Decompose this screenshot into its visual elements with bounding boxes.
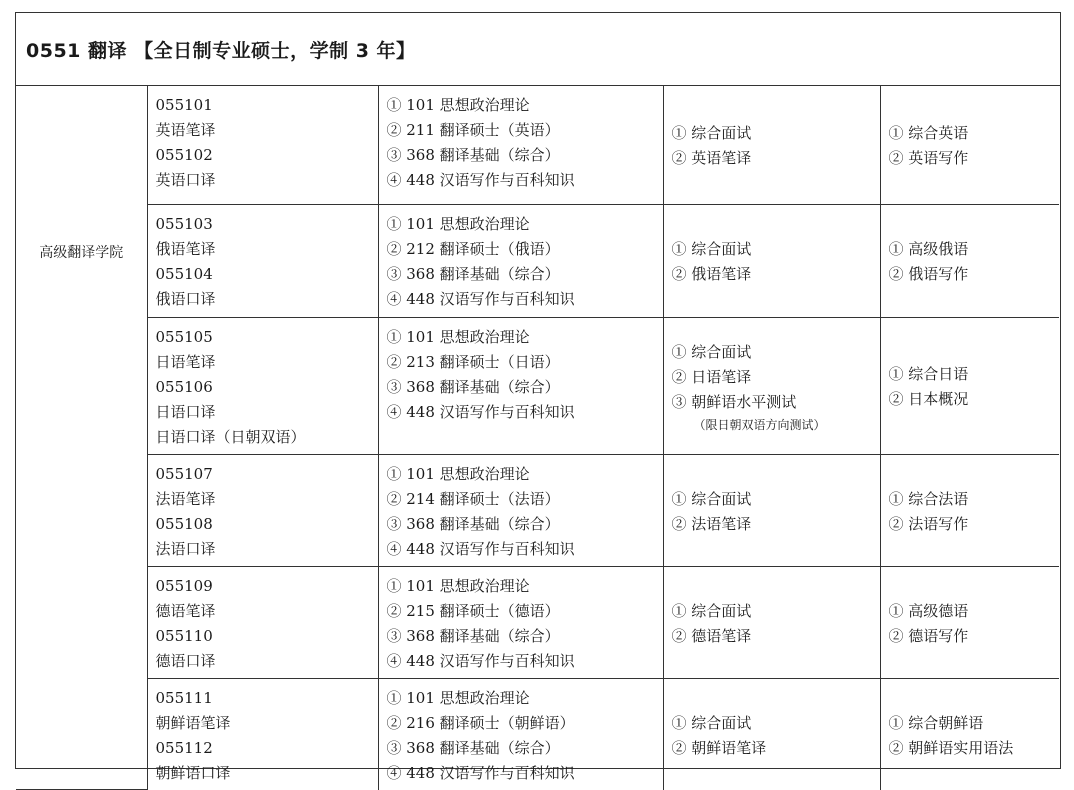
major-line: 055103 bbox=[155, 214, 213, 233]
exam-subject-line: ① 101 思想政治理论 bbox=[386, 327, 530, 346]
retest-note: （限日朝双语方向测试） bbox=[693, 417, 826, 432]
exam-subject-line: ④ 448 汉语写作与百科知识 bbox=[386, 651, 575, 670]
majors-cell bbox=[147, 454, 378, 566]
major-line: 英语口译 bbox=[155, 171, 216, 189]
addon-subject-line: ① 综合法语 bbox=[888, 489, 969, 508]
exam-subjects-cell bbox=[378, 317, 663, 454]
major-line: 英语笔译 bbox=[155, 121, 216, 139]
addon-subject-line: ② 法语写作 bbox=[888, 514, 969, 533]
exam-subject-line: ③ 368 翻译基础（综合） bbox=[386, 264, 560, 283]
table-row bbox=[16, 317, 1059, 454]
exam-subject-line: ① 101 思想政治理论 bbox=[386, 214, 530, 233]
addon-subject-line: ① 高级俄语 bbox=[888, 240, 969, 258]
retest-cell bbox=[663, 678, 880, 790]
table-row bbox=[16, 454, 1059, 566]
exam-subject-line: ② 213 翻译硕士（日语） bbox=[386, 352, 560, 371]
exam-subject-line: ③ 368 翻译基础（综合） bbox=[386, 626, 560, 645]
table-row bbox=[16, 566, 1059, 678]
exam-subjects-cell bbox=[378, 204, 663, 317]
major-line: 俄语笔译 bbox=[155, 239, 216, 258]
major-line: 055110 bbox=[155, 626, 213, 645]
major-line: 日语口译 bbox=[155, 402, 216, 421]
exam-subject-line: ③ 368 翻译基础（综合） bbox=[386, 738, 560, 757]
major-line: 055102 bbox=[155, 146, 213, 164]
majors-cell bbox=[147, 678, 378, 790]
addon-subject-line: ① 综合英语 bbox=[888, 124, 969, 143]
major-line: 德语笔译 bbox=[155, 601, 216, 620]
major-line: 055111 bbox=[155, 688, 213, 707]
retest-subject-line: ② 朝鲜语笔译 bbox=[671, 738, 767, 757]
exam-subjects-cell bbox=[378, 566, 663, 678]
addon-exam-cell bbox=[880, 566, 1059, 678]
retest-subject-line: ② 英语笔译 bbox=[671, 149, 752, 168]
retest-cell bbox=[663, 317, 880, 454]
major-line: 法语口译 bbox=[155, 539, 216, 558]
major-line: 055108 bbox=[155, 514, 213, 533]
retest-cell bbox=[663, 86, 880, 204]
majors-cell bbox=[147, 317, 378, 454]
majors-cell bbox=[147, 86, 378, 204]
exam-subject-line: ③ 368 翻译基础（综合） bbox=[386, 377, 560, 396]
addon-exam-cell bbox=[880, 204, 1059, 317]
exam-subject-line: ② 215 翻译硕士（德语） bbox=[386, 601, 560, 620]
exam-subject-line: ① 101 思想政治理论 bbox=[386, 96, 530, 114]
major-line: 德语口译 bbox=[155, 651, 216, 670]
addon-exam-cell bbox=[880, 454, 1059, 566]
title-row bbox=[16, 13, 1060, 86]
major-line: 055107 bbox=[155, 464, 213, 483]
exam-subject-line: ③ 368 翻译基础（综合） bbox=[386, 146, 560, 164]
exam-subject-line: ④ 448 汉语写作与百科知识 bbox=[386, 289, 575, 308]
retest-subject-line: ③ 朝鲜语水平测试 bbox=[671, 392, 797, 411]
major-line: 朝鲜语笔译 bbox=[155, 713, 231, 732]
retest-subject-line: ① 综合面试 bbox=[671, 601, 752, 620]
exam-subject-line: ② 212 翻译硕士（俄语） bbox=[386, 239, 560, 258]
addon-subject-line: ① 综合朝鲜语 bbox=[888, 713, 984, 732]
exam-subjects-cell bbox=[378, 454, 663, 566]
table-row bbox=[16, 204, 1059, 317]
retest-subject-line: ① 综合面试 bbox=[671, 489, 752, 508]
exam-subject-line: ④ 448 汉语写作与百科知识 bbox=[386, 171, 575, 189]
addon-exam-cell bbox=[880, 678, 1059, 790]
retest-cell bbox=[663, 204, 880, 317]
major-line: 055105 bbox=[155, 327, 213, 346]
exam-subject-line: ④ 448 汉语写作与百科知识 bbox=[386, 539, 575, 558]
retest-subject-line: ② 俄语笔译 bbox=[671, 265, 752, 283]
major-line: 055109 bbox=[155, 576, 213, 595]
addon-subject-line: ② 朝鲜语实用语法 bbox=[888, 738, 1014, 757]
addon-subject-line: ① 综合日语 bbox=[888, 365, 969, 383]
majors-cell bbox=[147, 566, 378, 678]
major-line: 法语笔译 bbox=[155, 489, 216, 508]
major-line: 日语笔译 bbox=[155, 352, 216, 371]
retest-subject-line: ① 综合面试 bbox=[671, 124, 752, 143]
exam-subject-line: ① 101 思想政治理论 bbox=[386, 464, 530, 483]
major-line: 055112 bbox=[155, 738, 213, 757]
exam-subject-line: ④ 448 汉语写作与百科知识 bbox=[386, 763, 575, 782]
addon-exam-cell bbox=[880, 86, 1059, 204]
major-line: 055104 bbox=[155, 264, 213, 283]
table-row bbox=[16, 678, 1059, 790]
major-line: 日语口译（日朝双语） bbox=[155, 427, 306, 446]
exam-subject-line: ② 216 翻译硕士（朝鲜语） bbox=[386, 713, 575, 732]
retest-subject-line: ① 综合面试 bbox=[671, 713, 752, 732]
retest-subject-line: ② 日语笔译 bbox=[671, 367, 752, 386]
exam-subjects-cell bbox=[378, 86, 663, 204]
addon-exam-cell bbox=[880, 317, 1059, 454]
addon-subject-line: ② 俄语写作 bbox=[888, 265, 969, 283]
exam-subject-line: ② 214 翻译硕士（法语） bbox=[386, 489, 560, 508]
admissions-table-document bbox=[15, 12, 1061, 782]
retest-cell bbox=[663, 454, 880, 566]
program-title: 0551 翻译 【全日制专业硕士，学制 3 年】 bbox=[26, 39, 416, 62]
retest-cell bbox=[663, 566, 880, 678]
addon-subject-line: ② 英语写作 bbox=[888, 149, 969, 168]
retest-subject-line: ① 综合面试 bbox=[671, 342, 752, 361]
major-line: 055101 bbox=[155, 96, 213, 114]
addon-subject-line: ② 德语写作 bbox=[888, 626, 969, 645]
addon-subject-line: ① 高级德语 bbox=[888, 601, 969, 620]
major-line: 俄语口译 bbox=[155, 289, 216, 308]
department-cell bbox=[16, 86, 147, 790]
retest-subject-line: ② 德语笔译 bbox=[671, 626, 752, 645]
exam-subject-line: ① 101 思想政治理论 bbox=[386, 576, 530, 595]
program-table bbox=[16, 86, 1059, 790]
exam-subject-line: ④ 448 汉语写作与百科知识 bbox=[386, 402, 575, 421]
major-line: 055106 bbox=[155, 377, 213, 396]
majors-cell bbox=[147, 204, 378, 317]
exam-subject-line: ① 101 思想政治理论 bbox=[386, 688, 530, 707]
retest-subject-line: ① 综合面试 bbox=[671, 240, 752, 258]
exam-subjects-cell bbox=[378, 678, 663, 790]
department-name: 高级翻译学院 bbox=[39, 245, 124, 261]
exam-subject-line: ② 211 翻译硕士（英语） bbox=[386, 121, 560, 139]
exam-subject-line: ③ 368 翻译基础（综合） bbox=[386, 514, 560, 533]
major-line: 朝鲜语口译 bbox=[155, 763, 231, 782]
table-row bbox=[16, 86, 1059, 204]
addon-subject-line: ② 日本概况 bbox=[888, 390, 969, 408]
retest-subject-line: ② 法语笔译 bbox=[671, 514, 752, 533]
